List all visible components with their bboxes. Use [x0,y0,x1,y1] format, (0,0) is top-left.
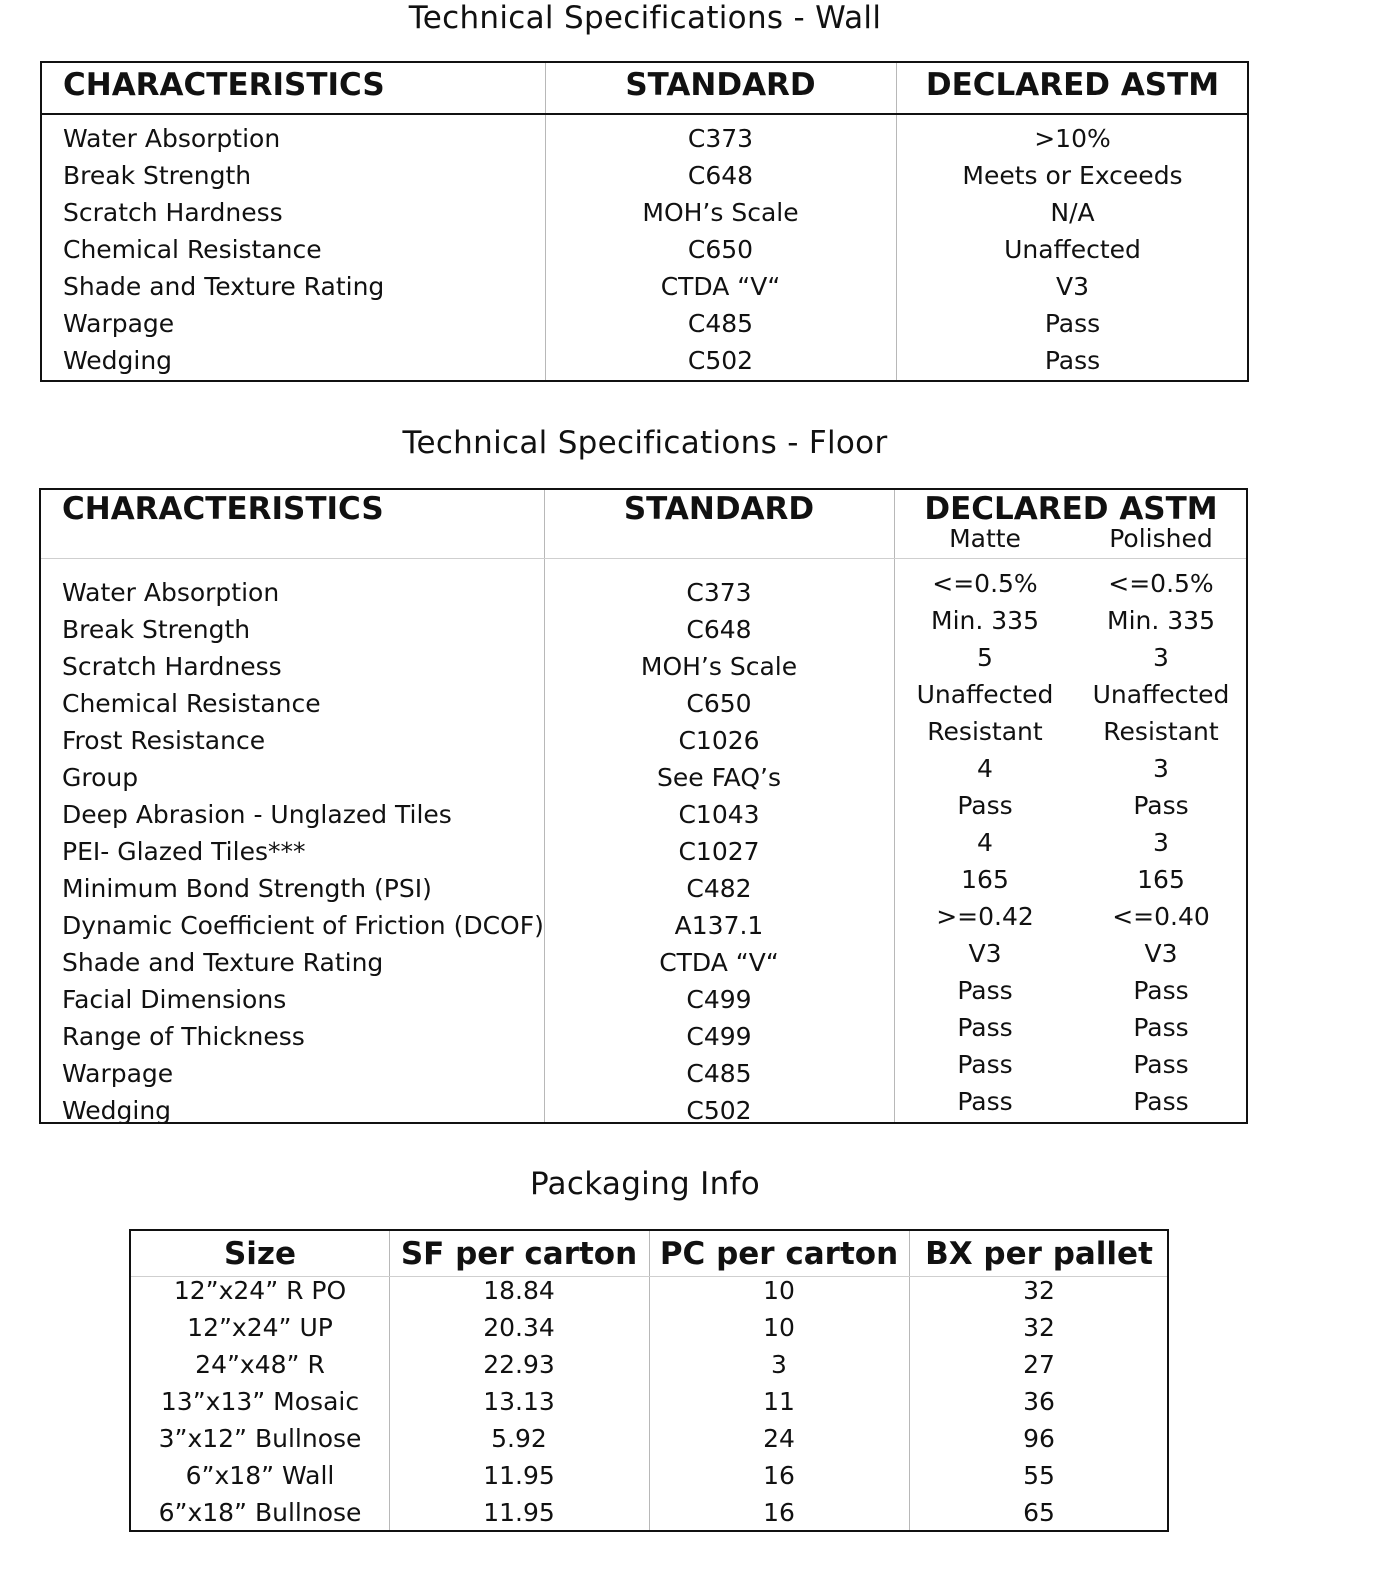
matte-cell: 165 [961,865,1009,894]
characteristic-cell: Chemical Resistance [63,235,322,264]
characteristic-cell: Shade and Texture Rating [63,272,385,301]
standard-cell: C650 [686,689,752,718]
characteristic-cell: Frost Resistance [62,726,266,755]
pc-cell: 10 [763,1276,795,1305]
polished-cell: 3 [1153,754,1169,783]
standard-cell: C485 [686,1059,752,1088]
characteristic-cell: Scratch Hardness [62,652,282,681]
standard-cell: C502 [686,1096,752,1125]
standard-cell: CTDA “V“ [660,272,781,301]
bx-cell: 96 [1023,1424,1055,1453]
floor-rows [41,565,1246,1125]
table-row [41,1009,1246,1051]
matte-cell: Min. 335 [931,606,1039,635]
table-row [41,713,1246,755]
sf-cell: 13.13 [483,1387,555,1416]
table-row [41,935,1246,977]
floor-section-title: Technical Specifications - Floor [402,425,888,461]
wall-spec-table [40,61,1249,382]
declared-cell: V3 [1055,272,1089,301]
characteristic-cell: Wedging [63,346,173,375]
wall-rows [42,120,1247,379]
packaging-header-size: Size [223,1236,297,1272]
standard-cell: C373 [687,124,754,153]
polished-cell: Min. 335 [1107,606,1215,635]
table-row [41,1083,1246,1125]
standard-cell: C499 [686,1022,752,1051]
matte-cell: Pass [957,1013,1013,1042]
characteristic-cell: Warpage [62,1059,174,1088]
standard-cell: C1043 [678,800,760,829]
standard-cell: C502 [687,346,754,375]
standard-cell: C648 [687,161,754,190]
matte-cell: Unaffected [916,680,1054,709]
table-row [42,268,1247,305]
polished-cell: V3 [1144,939,1178,968]
table-row [41,787,1246,829]
pc-cell: 10 [763,1313,795,1342]
polished-cell: <=0.5% [1108,569,1214,598]
characteristic-cell: Chemical Resistance [62,689,321,718]
matte-cell: Pass [957,1050,1013,1079]
polished-cell: Pass [1133,1087,1189,1116]
table-row [131,1420,1167,1457]
bx-cell: 55 [1023,1461,1055,1490]
characteristic-cell: Break Strength [62,615,251,644]
standard-cell: C373 [686,578,752,607]
size-cell: 6”x18” Bullnose [158,1498,362,1527]
size-cell: 3”x12” Bullnose [158,1424,362,1453]
floor-spec-table [39,488,1248,1124]
polished-cell: 3 [1153,643,1169,672]
characteristic-cell: Shade and Texture Rating [62,948,384,977]
pc-cell: 16 [763,1461,795,1490]
matte-cell: 5 [977,643,993,672]
matte-cell: Pass [957,1087,1013,1116]
sf-cell: 5.92 [491,1424,547,1453]
table-row [41,676,1246,718]
table-row [131,1494,1167,1531]
standard-cell: C499 [686,985,752,1014]
table-row [41,861,1246,903]
table-row [41,639,1246,681]
size-cell: 6”x18” Wall [185,1461,335,1490]
declared-cell: N/A [1050,198,1095,227]
wall-header-declared: DECLARED ASTM [925,67,1220,103]
bx-cell: 65 [1023,1498,1055,1527]
polished-cell: Pass [1133,976,1189,1005]
matte-cell: Resistant [927,717,1043,746]
wall-header-characteristics: CHARACTERISTICS [63,67,385,103]
table-row [42,305,1247,342]
packaging-header-sf: SF per carton [400,1236,638,1272]
pc-cell: 11 [763,1387,795,1416]
characteristic-cell: Wedging [62,1096,172,1125]
table-row [42,231,1247,268]
sf-cell: 22.93 [483,1350,555,1379]
polished-cell: Pass [1133,791,1189,820]
standard-cell: C485 [687,309,754,338]
characteristic-cell: Break Strength [63,161,252,190]
table-row [41,1046,1246,1088]
declared-cell: Unaffected [1004,235,1141,264]
standard-cell: C1027 [678,837,760,866]
characteristic-cell: Facial Dimensions [62,985,287,1014]
polished-cell: 165 [1137,865,1185,894]
table-row [131,1272,1167,1309]
standard-cell: A137.1 [674,911,764,940]
declared-cell: Meets or Exceeds [962,161,1183,190]
size-cell: 12”x24” UP [187,1313,333,1342]
table-row [131,1309,1167,1346]
matte-cell: Pass [957,791,1013,820]
sf-cell: 11.95 [483,1461,555,1490]
bx-cell: 36 [1023,1387,1055,1416]
bx-cell: 32 [1023,1313,1055,1342]
floor-header-characteristics: CHARACTERISTICS [62,491,384,527]
table-row [42,194,1247,231]
bx-cell: 32 [1023,1276,1055,1305]
polished-cell: Resistant [1103,717,1219,746]
standard-cell: See FAQ’s [657,763,781,792]
table-row [42,342,1247,379]
characteristic-cell: Range of Thickness [62,1022,305,1051]
characteristic-cell: PEI- Glazed Tiles*** [62,837,306,866]
table-row [41,750,1246,792]
packaging-section-title: Packaging Info [529,1166,761,1202]
declared-cell: Pass [1044,309,1101,338]
declared-cell: Pass [1044,346,1101,375]
characteristic-cell: Dynamic Coefficient of Friction (DCOF) [62,911,544,940]
floor-subheader-matte: Matte [949,524,1021,553]
characteristic-cell: Water Absorption [62,578,280,607]
size-cell: 24”x48” R [195,1350,325,1379]
table-row [41,972,1246,1014]
table-row [41,565,1246,607]
table-row [42,157,1247,194]
characteristic-cell: Warpage [63,309,175,338]
table-row [41,898,1246,940]
polished-cell: Unaffected [1092,680,1230,709]
standard-cell: CTDA “V“ [659,948,779,977]
header-divider [41,558,1246,559]
floor-header-declared: DECLARED ASTM [924,491,1218,527]
sf-cell: 18.84 [483,1276,555,1305]
size-cell: 12”x24” R PO [173,1276,347,1305]
table-row [42,120,1247,157]
table-row [41,824,1246,866]
characteristic-cell: Water Absorption [63,124,281,153]
matte-cell: <=0.5% [932,569,1038,598]
pc-cell: 24 [763,1424,795,1453]
wall-section-title: Technical Specifications - Wall [408,0,882,36]
sf-cell: 11.95 [483,1498,555,1527]
table-row [131,1457,1167,1494]
matte-cell: 4 [977,754,993,783]
table-row [41,602,1246,644]
packaging-header-pc: PC per carton [659,1236,899,1272]
matte-cell: 4 [977,828,993,857]
packaging-rows [131,1272,1167,1531]
standard-cell: C1026 [678,726,760,755]
characteristic-cell: Scratch Hardness [63,198,283,227]
packaging-header-bx: BX per pallet [925,1236,1153,1272]
wall-header-standard: STANDARD [625,67,816,103]
matte-cell: Pass [957,976,1013,1005]
matte-cell: V3 [968,939,1002,968]
floor-header-standard: STANDARD [623,491,815,527]
table-row [131,1346,1167,1383]
standard-cell: MOH’s Scale [640,652,798,681]
pc-cell: 16 [763,1498,795,1527]
standard-cell: MOH’s Scale [642,198,799,227]
standard-cell: C482 [686,874,752,903]
matte-cell: >=0.42 [936,902,1034,931]
characteristic-cell: Deep Abrasion - Unglazed Tiles [62,800,452,829]
characteristic-cell: Minimum Bond Strength (PSI) [62,874,432,903]
pc-cell: 3 [771,1350,787,1379]
bx-cell: 27 [1023,1350,1055,1379]
polished-cell: Pass [1133,1013,1189,1042]
polished-cell: <=0.40 [1112,902,1210,931]
table-row [131,1383,1167,1420]
size-cell: 13”x13” Mosaic [160,1387,360,1416]
sf-cell: 20.34 [483,1313,555,1342]
floor-subheader-polished: Polished [1109,524,1213,553]
standard-cell: C648 [686,615,752,644]
characteristic-cell: Group [62,763,139,792]
polished-cell: Pass [1133,1050,1189,1079]
declared-cell: >10% [1034,124,1111,153]
polished-cell: 3 [1153,828,1169,857]
standard-cell: C650 [687,235,754,264]
header-divider [42,113,1247,115]
packaging-table [129,1229,1169,1532]
